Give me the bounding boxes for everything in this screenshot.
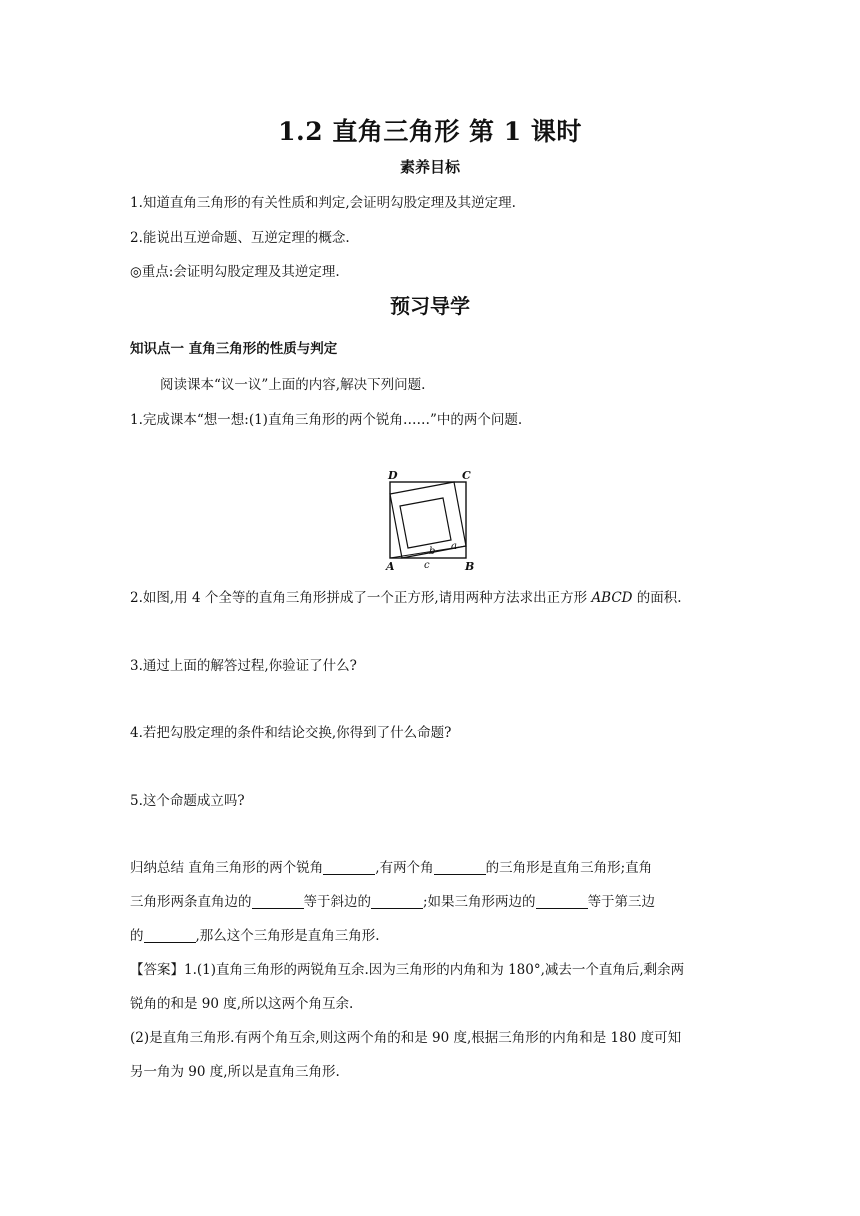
preview-heading: 预习导学 bbox=[390, 294, 470, 318]
knowledge-point-heading: 知识点一 直角三角形的性质与判定 bbox=[130, 341, 338, 357]
page-title: 1.2 直角三角形 第 1 课时 bbox=[278, 117, 582, 146]
label-d: D bbox=[388, 469, 398, 482]
question-5: 5.这个命题成立吗? bbox=[130, 793, 245, 809]
label-side-c: c bbox=[424, 560, 430, 571]
fill-blank[interactable] bbox=[144, 928, 196, 943]
summary-line-1: 归纳总结 直角三角形的两个锐角 ,有两个角 的三角形是直角三角形;直角 bbox=[130, 860, 653, 876]
goals-heading: 素养目标 bbox=[399, 158, 460, 176]
goal-item-1: 1.知道直角三角形的有关性质和判定,会证明勾股定理及其逆定理. bbox=[130, 195, 516, 211]
label-side-b: b bbox=[429, 546, 436, 557]
fill-blank[interactable] bbox=[536, 894, 588, 909]
summary-line-2: 三角形两条直角边的 等于斜边的 ;如果三角形两边的 等于第三边 bbox=[130, 894, 656, 910]
square-figure bbox=[378, 464, 478, 572]
fill-blank[interactable] bbox=[323, 860, 375, 875]
question-1: 1.完成课本“想一想:(1)直角三角形的两个锐角……”中的两个问题. bbox=[130, 412, 523, 428]
fill-blank[interactable] bbox=[252, 894, 304, 909]
label-side-a: a bbox=[451, 541, 457, 552]
intro-text: 阅读课本“议一议”上面的内容,解决下列问题. bbox=[160, 377, 426, 393]
answer-line-3: (2)是直角三角形.有两个角互余,则这两个角的和是 90 度,根据三角形的内角和是 180 度可知 bbox=[130, 1030, 682, 1046]
answer-line-4: 另一角为 90 度,所以是直角三角形. bbox=[130, 1064, 340, 1080]
center-square bbox=[400, 498, 451, 548]
label-b: B bbox=[465, 560, 475, 572]
fill-blank[interactable] bbox=[371, 894, 423, 909]
question-3: 3.通过上面的解答过程,你验证了什么? bbox=[130, 658, 357, 674]
goal-item-2: 2.能说出互逆命题、互逆定理的概念. bbox=[130, 230, 350, 246]
summary-line-3: 的 ,那么这个三角形是直角三角形. bbox=[130, 928, 380, 944]
label-c: C bbox=[462, 469, 471, 482]
goal-key-point: ◎重点:会证明勾股定理及其逆定理. bbox=[130, 264, 340, 280]
answer-line-1: 【答案】1.(1)直角三角形的两锐角互余.因为三角形的内角和为 180°,减去一个直角后,剩余两 bbox=[130, 962, 685, 978]
question-4: 4.若把勾股定理的条件和结论交换,你得到了什么命题? bbox=[130, 725, 452, 741]
answer-line-2: 锐角的和是 90 度,所以这两个角互余. bbox=[130, 996, 354, 1012]
question-2: 2.如图,用 4 个全等的直角三角形拼成了一个正方形,请用两种方法求出正方形 ABCD 的面积. bbox=[130, 590, 682, 606]
answer-mark: 【答案】 bbox=[130, 962, 184, 978]
label-a: A bbox=[386, 560, 395, 572]
fill-blank[interactable] bbox=[434, 860, 486, 875]
